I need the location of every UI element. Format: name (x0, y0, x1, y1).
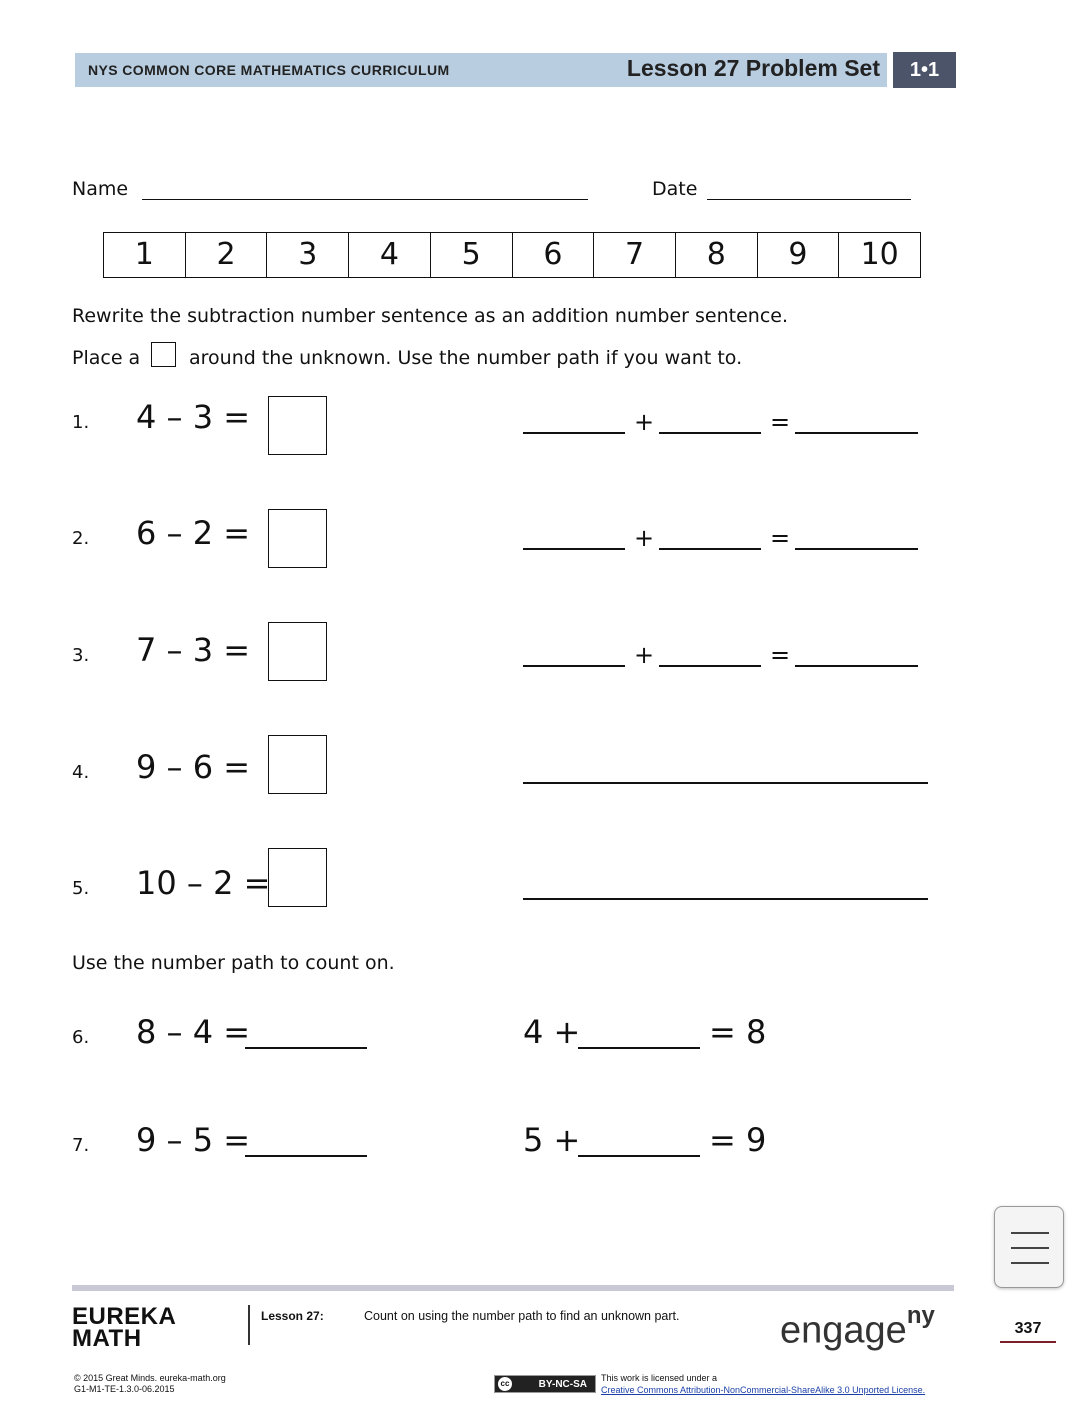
addition-start: 4 + (523, 1013, 581, 1051)
instruction-line-1: Rewrite the subtraction number sentence as an addition number sentence. (72, 305, 788, 327)
name-label: Name (72, 178, 129, 200)
addition-sentence-blank[interactable] (523, 782, 928, 784)
problem-number: 4. (72, 762, 90, 783)
footer-separator (248, 1305, 250, 1345)
subtraction-sentence: 7 – 3 = (136, 631, 251, 669)
total-blank[interactable] (795, 432, 918, 434)
menu-button[interactable] (994, 1206, 1064, 1288)
problem-number: 1. (72, 412, 90, 433)
footer-lesson-description: Count on using the number path to find an unknown part. (364, 1309, 680, 1323)
addend-blank[interactable] (659, 665, 761, 667)
subtraction-sentence: 9 – 6 = (136, 748, 251, 786)
unknown-addend-blank[interactable] (578, 1155, 700, 1157)
plus-sign: + (634, 641, 655, 669)
equals-sign: = (770, 524, 791, 552)
answer-box[interactable] (268, 848, 327, 907)
engage-sup-text: ny (906, 1302, 935, 1329)
answer-box[interactable] (268, 622, 327, 681)
equals-sign: = (770, 408, 791, 436)
number-path-cell: 10 (860, 237, 899, 272)
number-path-cell: 4 (349, 233, 431, 277)
logo-line-2: MATH (72, 1325, 142, 1352)
total-blank[interactable] (795, 665, 918, 667)
engageny-logo (780, 1302, 935, 1353)
name-line (142, 199, 588, 200)
subtraction-sentence: 8 – 4 = (136, 1013, 251, 1051)
difference-blank[interactable] (245, 1047, 367, 1049)
footer-lesson-label: Lesson 27: (261, 1309, 324, 1323)
instruction-line-2-end: around the unknown. Use the number path if you want to. (189, 347, 743, 369)
number-path-cell: 8 (676, 233, 758, 277)
problem-number: 2. (72, 528, 90, 549)
problem-number: 3. (72, 645, 90, 666)
answer-box[interactable] (268, 509, 327, 568)
plus-sign: + (634, 408, 655, 436)
number-path-cell: 9 (758, 233, 840, 277)
logo-line-1: EUREKA (72, 1303, 177, 1330)
addend-blank[interactable] (523, 548, 625, 550)
license-link[interactable]: Creative Commons Attribution-NonCommercial-ShareAlike 3.0 Unported License. (601, 1385, 926, 1395)
difference-blank[interactable] (245, 1155, 367, 1157)
subtraction-sentence: 6 – 2 = (136, 514, 251, 552)
eureka-math-logo (72, 1303, 177, 1352)
answer-box[interactable] (268, 396, 327, 455)
number-path-cell: 5 (431, 233, 513, 277)
addition-start: 5 + (523, 1121, 581, 1159)
count-on-instruction: Use the number path to count on. (72, 952, 395, 974)
subtraction-sentence: 10 – 2 = (136, 864, 271, 902)
copyright-line-2: G1-M1-TE-1.3.0-06.2015 (74, 1384, 175, 1394)
date-line (707, 199, 911, 200)
instruction-line-2-start: Place a (72, 347, 141, 369)
problem-number: 6. (72, 1027, 90, 1048)
addition-sentence-blank[interactable] (523, 898, 928, 900)
problem-number: 5. (72, 878, 90, 899)
unknown-box-icon (151, 342, 176, 367)
plus-sign: + (634, 524, 655, 552)
date-label: Date (652, 178, 698, 200)
problem-number: 7. (72, 1135, 90, 1156)
engage-text: engage (780, 1309, 907, 1352)
number-path-cell: 6 (513, 233, 595, 277)
addend-blank[interactable] (659, 432, 761, 434)
copyright (74, 1373, 226, 1395)
answer-box[interactable] (268, 735, 327, 794)
footer-rule (72, 1285, 954, 1291)
addition-end: = 8 (709, 1013, 767, 1051)
addend-blank[interactable] (523, 432, 625, 434)
number-path (103, 232, 921, 278)
cc-icon: cc (498, 1377, 512, 1391)
unknown-addend-blank[interactable] (578, 1047, 700, 1049)
addition-end: = 9 (709, 1121, 767, 1159)
equals-sign: = (770, 641, 791, 669)
cc-license-badge: BY-NC-SA (494, 1375, 596, 1393)
copyright-line-1: © 2015 Great Minds. eureka-math.org (74, 1373, 226, 1383)
number-path-cell: 3 (267, 233, 349, 277)
total-blank[interactable] (795, 548, 918, 550)
lesson-title: Lesson 27 Problem Set (626, 55, 880, 81)
number-path-cell: 1 (104, 233, 186, 277)
subtraction-sentence: 9 – 5 = (136, 1121, 251, 1159)
curriculum-title: NYS COMMON CORE MATHEMATICS CURRICULUM (88, 62, 450, 78)
license-text: This work is licensed under a (601, 1373, 718, 1383)
addend-blank[interactable] (523, 665, 625, 667)
number-path-cell: 7 (594, 233, 676, 277)
subtraction-sentence: 4 – 3 = (136, 398, 251, 436)
addend-blank[interactable] (659, 548, 761, 550)
page-number: 337 (1000, 1320, 1056, 1343)
number-path-cell: 2 (186, 233, 268, 277)
module-badge: 1•1 (893, 52, 956, 88)
